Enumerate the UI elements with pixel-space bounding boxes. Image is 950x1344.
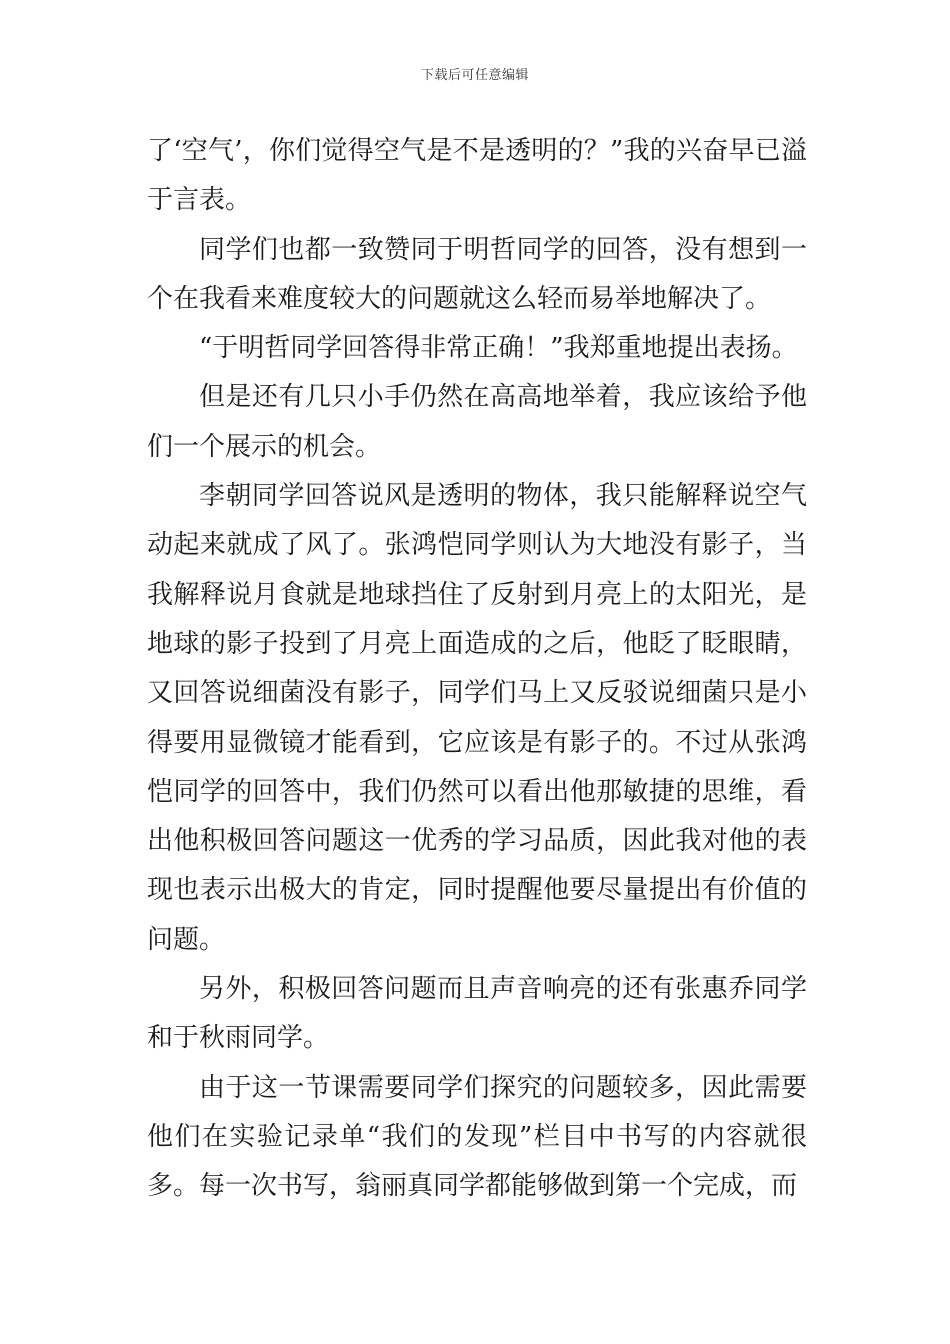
- paragraph: 另外，积极回答问题而且声音响亮的还有张惠乔同学和于秋雨同学。: [147, 974, 807, 1054]
- paragraph: 李朝同学回答说风是透明的物体，我只能解释说空气动起来就成了风了。张鸿恺同学则认为大地没有影子，当我解释说月食就是地球挡住了反射到月亮上的太阳光，是地球的影子投到了月亮上面造成的之后，他眨了眨眼睛，又回答说细菌没有影子，同学们马上又反驳说细菌只是小得要用显微镜才能看到，它应该是有影子的。不过从张鸿恺同学的回答中，我们仍然可以看出他那敏捷的思维，看出他积极回答问题这一优秀的学习品质，因此我对他的表现也表示出极大的肯定，同时提醒他要尽量提出有价值的问题。: [147, 481, 807, 955]
- paragraph: 但是还有几只小手仍然在高高地举着，我应该给予他们一个展示的机会。: [147, 382, 807, 462]
- paragraph: “于明哲同学回答得非常正确！”我郑重地提出表扬。: [199, 333, 798, 364]
- paragraph: 同学们也都一致赞同于明哲同学的回答，没有想到一个在我看来难度较大的问题就这么轻而易举地解决了。: [147, 234, 807, 314]
- document-body: [147, 127, 807, 1212]
- paragraph: 由于这一节课需要同学们探究的问题较多，因此需要他们在实验记录单“我们的发现”栏目中书写的内容就很多。每一次书写，翁丽真同学都能够做到第一个完成，而: [147, 1072, 807, 1202]
- paragraph-continuation: 了‘空气’，你们觉得空气是不是透明的？”我的兴奋早已溢于言表。: [147, 136, 807, 216]
- page-header-note: 下载后可任意编辑: [420, 68, 529, 83]
